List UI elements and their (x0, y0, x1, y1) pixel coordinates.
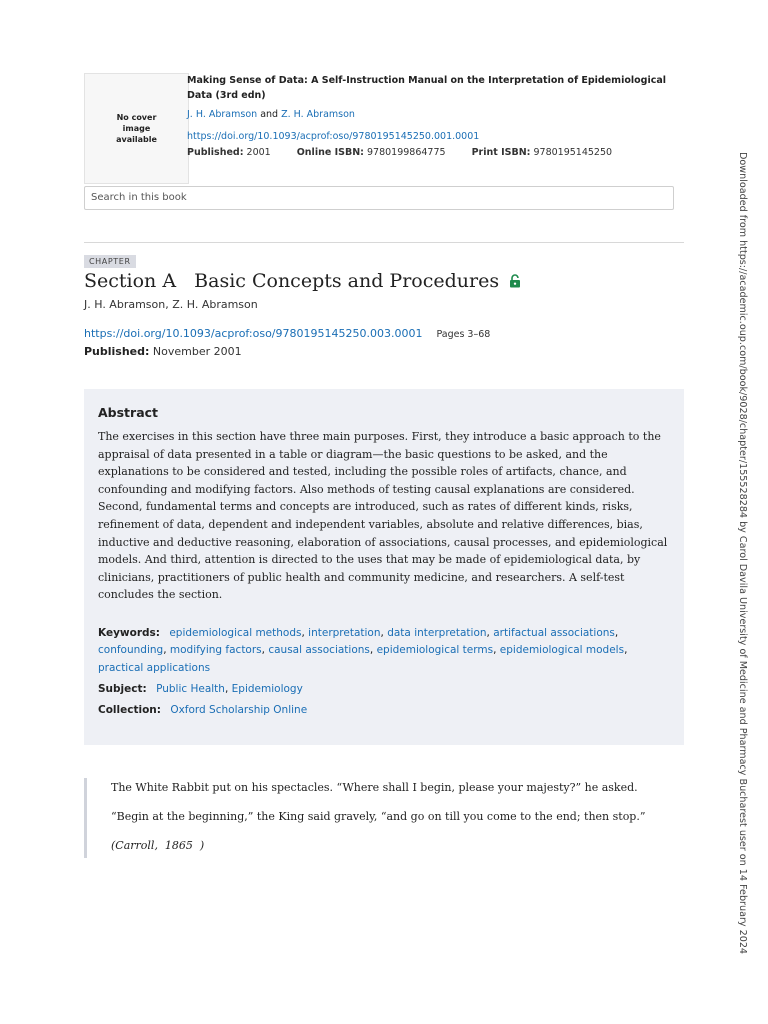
keyword-link[interactable]: epidemiological methods (169, 626, 302, 639)
book-doi-link[interactable]: https://doi.org/10.1093/acprof:oso/9780195145250.001.0001 (187, 131, 480, 142)
keyword-link[interactable]: confounding (98, 644, 164, 657)
book-published (187, 146, 271, 160)
book-authors (187, 108, 687, 122)
published-value: 2001 (246, 147, 271, 158)
keyword-link[interactable]: causal associations (268, 644, 370, 657)
subject-row: Subject: Public Health, Epidemiology (98, 683, 303, 696)
download-stamp (736, 152, 748, 955)
abstract-text: The exercises in this section have three main purposes. First, they introduce a basic approach to the appraisal of data presented in a table or diagram—the basic questions to be asked, and the explanations to be considered and tested, including the possible roles of artifacts, chance, and confounding and modifying factors. Also methods of testing causal explanations are considered. Second, fundamental terms and concepts are introduced, such as rates of different kinds, risks, refinement of data, dependent and independent variables, absolute and relative differences, bias, inductive and deductive reasoning, elaboration of associations, causal processes, and epidemiological models. And third, attention is directed to the uses that may be made of epidemiological data, by clinicians, practitioners of public health and community medicine, and researchers. A self-test concludes the section. (98, 430, 668, 602)
book-doi (187, 130, 687, 144)
chapter-title-text: Section A Basic Concepts and Procedures (84, 270, 500, 292)
cover-text: No cover image available (116, 113, 157, 144)
book-author-link[interactable]: Z. H. Abramson (281, 109, 355, 120)
keyword-link[interactable]: data interpretation (387, 626, 487, 639)
epigraph-line: The White Rabbit put on his spectacles. “Where shall I begin, please your majesty?” he asked. (111, 781, 638, 794)
chapter-pages: Pages 3–68 (436, 329, 491, 340)
book-header (84, 73, 684, 185)
keyword-link[interactable]: epidemiological terms (376, 644, 494, 657)
print-isbn-label: Print ISBN: (471, 147, 531, 158)
book-meta (187, 146, 687, 160)
keywords-label: Keywords: (98, 626, 160, 639)
book-info (187, 73, 687, 160)
collection-row (98, 702, 670, 719)
book-online-isbn (297, 146, 446, 160)
author-joiner: and (260, 109, 279, 120)
book-print-isbn (472, 146, 613, 160)
epigraph-quote (84, 778, 684, 858)
collection-label: Collection: (98, 704, 161, 717)
keyword-link[interactable]: epidemiological models (499, 644, 625, 657)
subject-link[interactable]: Public Health (156, 683, 225, 696)
collection-link[interactable]: Oxford Scholarship Online (170, 704, 308, 717)
chapter-authors: J. H. Abramson, Z. H. Abramson (84, 298, 258, 311)
lock-open-icon (509, 271, 521, 293)
keyword-link[interactable]: modifying factors (169, 644, 262, 657)
online-isbn-value: 9780199864775 (366, 147, 446, 158)
chapter-published-label: Published: (84, 345, 150, 358)
published-label: Published: (187, 147, 244, 158)
chapter-doi-row (84, 327, 490, 340)
chapter-badge: CHAPTER (84, 255, 136, 268)
download-stamp-text: Downloaded from https://academic.oup.com/book/9028/chapter/155528284 by Carol Davila University of Medicine and Pharmacy Bucharest user on 14 February 2024 (737, 152, 748, 955)
chapter-title (84, 270, 521, 293)
keyword-link[interactable]: practical applications (98, 661, 211, 674)
chapter-published-value: November 2001 (152, 345, 242, 358)
chapter-doi-link[interactable]: https://doi.org/10.1093/acprof:oso/9780195145250.003.0001 (84, 327, 423, 340)
keyword-link[interactable]: artifactual associations (493, 626, 615, 639)
print-isbn-value: 9780195145250 (533, 147, 613, 158)
online-isbn-label: Online ISBN: (296, 147, 364, 158)
keyword-link[interactable]: interpretation (308, 626, 381, 639)
epigraph-citation[interactable]: (Carroll, 1865 ) (111, 839, 205, 852)
divider (84, 242, 684, 243)
book-title[interactable]: Making Sense of Data: A Self-Instruction Manual on the Interpretation of Epidemiological Data (3rd edn) (187, 75, 666, 101)
search-in-book-input[interactable]: Search in this book (84, 186, 674, 210)
chapter-published (84, 345, 242, 358)
abstract-heading: Abstract (98, 405, 159, 420)
keywords-row: Keywords: epidemiological methods, interpretation, data interpretation, artifactual associations, confounding, modifying factors, causal associations, epidemiological terms, epidemiological models, practical applications (98, 626, 628, 674)
abstract-section (84, 389, 684, 745)
book-cover-placeholder (84, 73, 189, 184)
epigraph-line: “Begin at the beginning,” the King said gravely, “and go on till you come to the end; then stop.” (111, 810, 646, 823)
subject-label: Subject: (98, 683, 147, 696)
subject-link[interactable]: Epidemiology (231, 683, 303, 696)
book-author-link[interactable]: J. H. Abramson (187, 109, 258, 120)
